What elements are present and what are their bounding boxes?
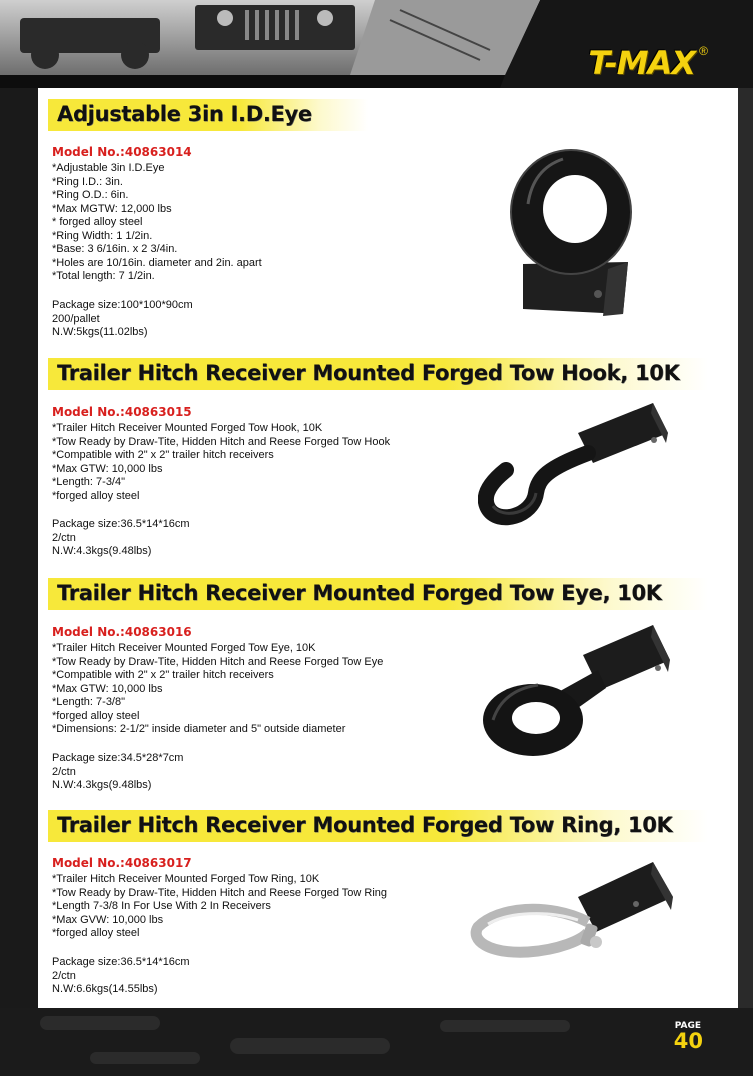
spec-line: *Length: 7-3/4": [52, 476, 126, 488]
spec-line: *Max GVW: 10,000 lbs: [52, 913, 164, 926]
spec-list: [52, 162, 262, 284]
package-quantity: 2/ctn: [52, 969, 76, 982]
product-title: Adjustable 3in I.D.Eye: [57, 102, 312, 126]
package-info: [52, 752, 183, 793]
registered-mark: ®: [699, 44, 708, 58]
product-title: Trailer Hitch Receiver Mounted Forged Tow Hook, 10K: [57, 361, 680, 385]
spec-line: *Max MGTW: 12,000 lbs: [52, 202, 172, 215]
title-bar: [48, 810, 708, 842]
tow-ring-image: [468, 852, 693, 967]
spec-line: *forged alloy steel: [52, 927, 140, 939]
product-section: [48, 810, 708, 995]
model-number: Model No.:40863015: [52, 405, 192, 419]
package-size: Package size:100*100*90cm: [52, 299, 193, 311]
spec-line: *Adjustable 3in I.D.Eye: [52, 162, 165, 174]
spec-line: *Length 7-3/8 In For Use With 2 In Receivers: [52, 900, 271, 912]
spec-line: *forged alloy steel: [52, 489, 140, 502]
tow-hook-image: [478, 398, 673, 528]
spec-line: *Max GTW: 10,000 lbs: [52, 462, 163, 475]
package-size: Package size:36.5*14*16cm: [52, 956, 190, 968]
spec-list: [52, 642, 383, 737]
net-weight: N.W:4.3kgs(9.48lbs): [52, 779, 152, 791]
spec-line: *Trailer Hitch Receiver Mounted Forged Tow Eye, 10K: [52, 642, 316, 654]
model-number: Model No.:40863017: [52, 856, 192, 870]
page-edge: [738, 88, 753, 1008]
product-section: [48, 99, 708, 338]
title-bar: [48, 99, 368, 131]
spec-line: * forged alloy steel: [52, 216, 143, 228]
tmax-logo: T-MAX: [588, 44, 695, 82]
package-size: Package size:34.5*28*7cm: [52, 752, 184, 764]
footer-band: [0, 1008, 753, 1076]
spec-line: *Ring Width: 1 1/2in.: [52, 229, 153, 242]
model-number: Model No.:40863016: [52, 625, 192, 639]
spec-line: *Tow Ready by Draw-Tite, Hidden Hitch and Reese Forged Tow Eye: [52, 655, 384, 668]
adjustable-eye-image: [503, 144, 648, 319]
spec-line: *Trailer Hitch Receiver Mounted Forged Tow Hook, 10K: [52, 422, 323, 434]
spec-line: *Ring I.D.: 3in.: [52, 175, 123, 188]
tow-eye-image: [478, 620, 678, 765]
spec-line: *Tow Ready by Draw-Tite, Hidden Hitch and Reese Forged Tow Ring: [52, 886, 388, 899]
spec-line: *Base: 3 6/16in. x 2 3/4in.: [52, 243, 178, 255]
spec-line: *Tow Ready by Draw-Tite, Hidden Hitch and Reese Forged Tow Hook: [52, 435, 391, 448]
net-weight: N.W:5kgs(11.02lbs): [52, 326, 148, 338]
footer-texture: [0, 1008, 753, 1076]
package-info: [52, 299, 193, 340]
package-quantity: 200/pallet: [52, 312, 100, 325]
spec-line: *Total length: 7 1/2in.: [52, 270, 155, 282]
spec-line: *Holes are 10/16in. diameter and 2in. apart: [52, 256, 262, 269]
package-quantity: 2/ctn: [52, 765, 76, 778]
model-number: Model No.:40863014: [52, 145, 192, 159]
package-info: [52, 518, 190, 559]
title-bar: [48, 358, 708, 390]
package-info: [52, 956, 190, 997]
spec-list: [52, 422, 390, 503]
package-quantity: 2/ctn: [52, 531, 76, 544]
net-weight: N.W:6.6kgs(14.55lbs): [52, 983, 158, 995]
page-label: PAGE: [674, 1021, 701, 1031]
product-section: [48, 578, 708, 791]
spec-list: [52, 873, 387, 941]
product-title: Trailer Hitch Receiver Mounted Forged Tow Eye, 10K: [57, 581, 662, 605]
spec-line: *forged alloy steel: [52, 709, 140, 722]
spec-line: *Ring O.D.: 6in.: [52, 189, 129, 201]
product-section: [48, 358, 708, 557]
spec-line: *Dimensions: 2-1/2" inside diameter and 5" outside diameter: [52, 723, 346, 735]
spec-line: *Length: 7-3/8": [52, 696, 126, 708]
header-banner: [0, 0, 753, 88]
product-title: Trailer Hitch Receiver Mounted Forged Tow Ring, 10K: [57, 813, 673, 837]
title-bar: [48, 578, 708, 610]
package-size: Package size:36.5*14*16cm: [52, 518, 190, 530]
spec-line: *Trailer Hitch Receiver Mounted Forged Tow Ring, 10K: [52, 873, 320, 885]
spec-line: *Compatible with 2" x 2" trailer hitch receivers: [52, 449, 274, 461]
net-weight: N.W:4.3kgs(9.48lbs): [52, 545, 152, 557]
spec-line: *Max GTW: 10,000 lbs: [52, 682, 163, 695]
spec-line: *Compatible with 2" x 2" trailer hitch receivers: [52, 669, 274, 681]
page-number: 40: [673, 1029, 703, 1053]
